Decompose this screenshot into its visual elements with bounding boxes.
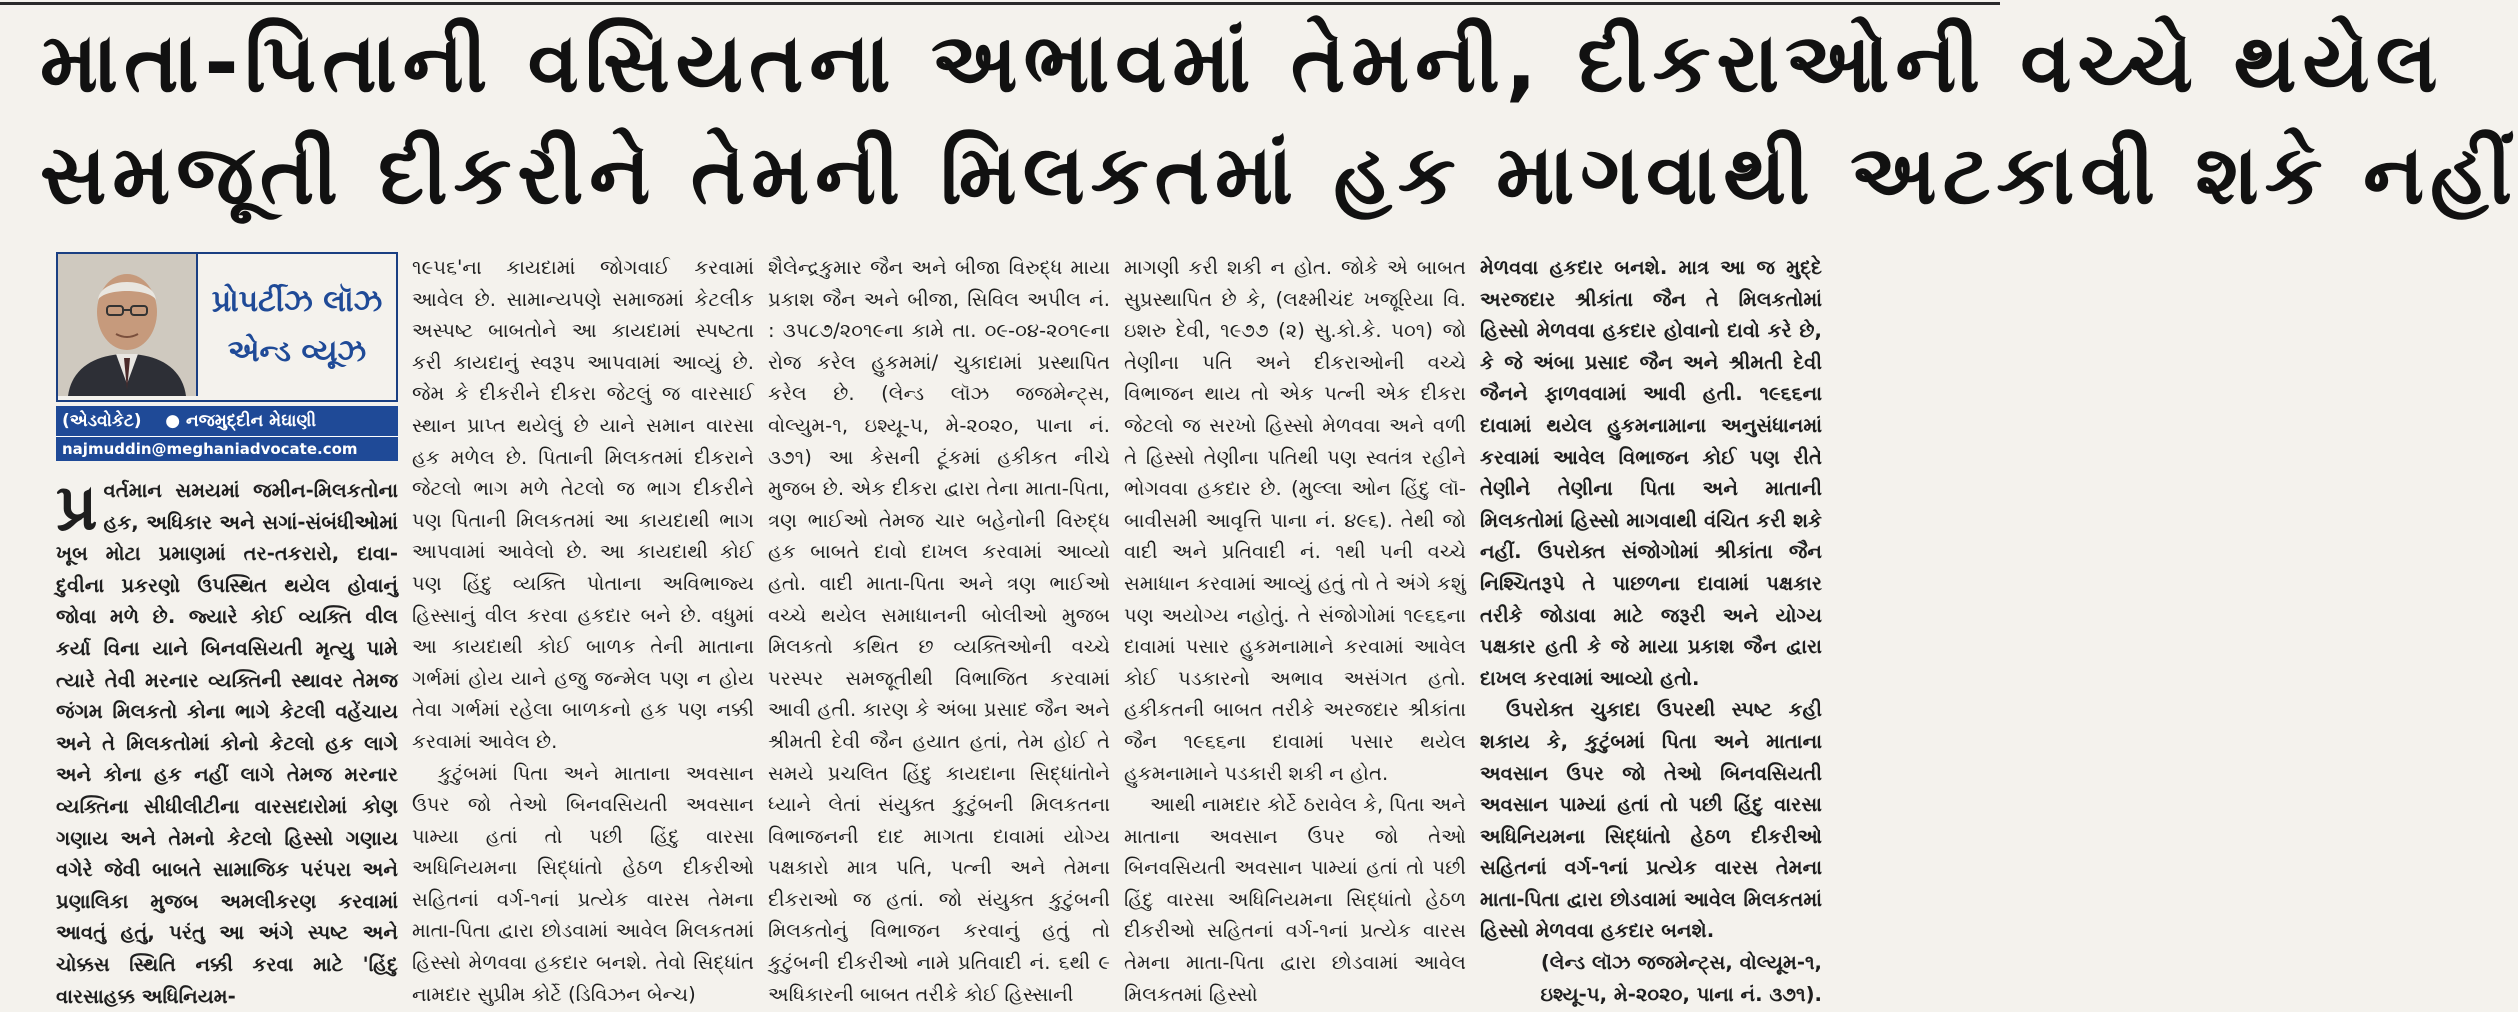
paragraph-col2a: ૧૯૫૬'ના કાયદામાં જોગવાઈ કરવામાં આવેલ છે. સામાન્યપણે સમાજમાં કેટલીક અસ્પષ્ટ બાબતોને આ કાયદામાં સ્પષ્ટતા કરી કાયદાનું સ્વરૂપ આપવામાં આવ્યું છે. જેમ કે દીકરીને દીકરા જેટલું જ વારસાઈ સ્થાન પ્રાપ્ત થયેલું છે યાને સમાન વારસા હક મળેલ છે. પિતાની મિલકતમાં દીકરાને જેટલો ભાગ મળે તેટલો જ ભાગ દીકરીને પણ પિતાની મિલકતમાં આ કાયદાથી ભાગ આપવામાં આવેલો છે. આ કાયદાથી કોઈ પણ હિંદુ વ્યક્તિ પોતાના અવિભાજ્ય હિસ્સાનું વીલ કરવા હકદાર બને છે. વધુમાં આ કાયદાથી કોઈ બાળક તેની માતાના ગર્ભમાં હોય યાને હજુ જન્મેલ પણ ન હોય તેવા ગર્ભમાં રહેલા બાળકનો હક પણ નક્કી કરવામાં આવેલ છે. [412, 256, 754, 753]
column-1 [56, 252, 398, 1008]
paragraph-col4a: માગણી કરી શકી ન હોત. જોકે એ બાબત સુપ્રસ્થાપિત છે કે, (લક્ષ્મીચંદ ખજૂરિયા વિ. ઇશરુ દેવી, ૧૯૭૭ (૨) સુ.કો.કે. ૫૦૧) જો તેણીના પતિ અને દીકરાઓની વચ્ચે વિભાજન થાય તો એક પત્ની એક દીકરા જેટલો જ સરખો હિસ્સો મેળવવા અને વળી તે હિસ્સો તેણીના પતિથી પણ સ્વતંત્ર રહીને ભોગવવા હકદાર છે. (મુલ્લા ઓન હિંદુ લૉ-બાવીસમી આવૃત્તિ પાના નં. ૪૯૬). તેથી જો વાદી અને પ્રતિવાદી નં. ૧થી ૫ની વચ્ચે સમાધાન કરવામાં આવ્યું હતું તો તે અંગે કશું પણ અયોગ્ય નહોતું. તે સંજોગોમાં ૧૯૬૬ના દાવામાં પસાર હુકમનામાને કરવામાં આવેલ કોઈ પડકારનો અભાવ અસંગત હતો. હકીકતની બાબત તરીકે અરજદાર શ્રીકાંતા જૈન ૧૯૬૬ના દાવામાં પસાર થયેલ હુકમનામાને પડકારી શકી ન હોત. [1124, 256, 1466, 785]
paragraph-col3: શૈલેન્દ્રકુમાર જૈન અને બીજા વિરુદ્ધ માયા પ્રકાશ જૈન અને બીજા, સિવિલ અપીલ નં. : ૩૫૮૭/૨૦૧૯ના કામે તા. ૦૯-૦૪-૨૦૧૯ના રોજ કરેલ હુકમમાં/ ચુકાદામાં પ્રસ્થાપિત કરેલ છે. (લેન્ડ લૉઝ જજમેન્ટ્સ, વોલ્યુમ-૧, ઇશ્યૂ-૫, મે-૨૦૨૦, પાના નં. ૩૭૧) આ કેસની ટૂંકમાં હકીકત નીચે મુજબ છે. એક દીકરા દ્વારા તેના માતા-પિતા, ત્રણ ભાઈઓ તેમજ ચાર બહેનોની વિરુદ્ધ હક બાબતે દાવો દાખલ કરવામાં આવ્યો હતો. વાદી માતા-પિતા અને ત્રણ ભાઈઓ વચ્ચે થયેલ સમાધાનની બોલીઓ મુજબ મિલકતો કથિત છ વ્યક્તિઓની વચ્ચે પરસ્પર સમજૂતીથી વિભાજિત કરવામાં આવી હતી. કારણ કે અંબા પ્રસાદ જૈન અને શ્રીમતી દેવી જૈન હયાત હતાં, તેમ હોઈ તે સમયે પ્રચલિત હિંદુ કાયદાના સિદ્ધાંતોને ધ્યાને લેતાં સંયુક્ત કુટુંબની મિલકતના વિભાજનની દાદ માગતા દાવામાં યોગ્ય પક્ષકારો માત્ર પતિ, પત્ની અને તેમના દીકરાઓ જ હતાં. જો સંયુક્ત કુટુંબની મિલકતોનું વિભાજન કરવાનું હતું તો કુટુંબની દીકરીઓ નામે પ્રતિવાદી નં. ૬થી ૯ અધિકારની બાબત તરીકે કોઈ હિસ્સાની [768, 256, 1110, 1006]
column-5 [1480, 252, 1822, 1006]
headline [14, 8, 2518, 232]
paragraph-col5b: ઉપરોક્ત ચુકાદા ઉપરથી સ્પષ્ટ કહી શકાય કે, કુટુંબમાં પિતા અને માતાના અવસાન ઉપર જો તેઓ બિનવસિયતી અવસાન પામ્યાં હતાં તો પછી હિંદુ વારસા અધિનિયમના સિદ્ધાંતો હેઠળ દીકરીઓ સહિતનાં વર્ગ-૧નાં પ્રત્યેક વારસ તેમના માતા-પિતા દ્વારા છોડવામાં આવેલ મિલકતમાં હિસ્સો મેળવવા હકદાર બનશે. [1480, 698, 1822, 943]
paragraph-col4b: આથી નામદાર કોર્ટે ઠરાવેલ કે, પિતા અને માતાના અવસાન ઉપર જો તેઓ બિનવસિયતી અવસાન પામ્યાં હતાં તો પછી હિંદુ વારસા અધિનિયમના સિદ્ધાંતો હેઠળ દીકરીઓ સહિતનાં વર્ગ-૧નાં પ્રત્યેક વારસ તેમના માતા-પિતા દ્વારા છોડવામાં આવેલ મિલકતમાં હિસ્સો [1124, 793, 1466, 1006]
byline-box [56, 252, 398, 402]
column-title-line-2: એન્ડ વ્યૂઝ [227, 334, 367, 369]
author-photo [58, 254, 198, 396]
intro-text: વર્તમાન સમયમાં જમીન-મિલકતોના હક, અધિકાર અને સગાં-સંબંધીઓમાં ખૂબ મોટા પ્રમાણમાં તર-તકરારો, દાવા-દુવીના પ્રકરણો ઉપસ્થિત થયેલ હોવાનું જોવા મળે છે. જ્યારે કોઈ વ્યક્તિ વીલ કર્યા વિના યાને બિનવસિયતી મૃત્યુ પામે ત્યારે તેવી મરનાર વ્યક્તિની સ્થાવર તેમજ જંગમ મિલકતો કોના ભાગે કેટલી વહેંચાય અને તે મિલકતોમાં કોનો કેટલો હક લાગે અને કોના હક નહીં લાગે તેમજ મરનાર વ્યક્તિના સીધીલીટીના વારસદારોમાં કોણ ગણાય અને તેમનો કેટલો હિસ્સો ગણાય વગેરે જેવી બાબતે સામાજિક પરંપરા અને પ્રણાલિકા મુજબ અમલીકરણ કરવામાં આવતું હતું, પરંતુ આ અંગે સ્પષ્ટ અને ચોક્કસ સ્થિતિ નક્કી કરવા માટે 'હિંદુ વારસાહક્ક અધિનિયમ- [56, 479, 398, 1008]
paragraph-intro [56, 471, 398, 1012]
paragraph-col2b: કુટુંબમાં પિતા અને માતાના અવસાન ઉપર જો તેઓ બિનવસિયતી અવસાન પામ્યા હતાં તો પછી હિંદુ વારસા અધિનિયમના સિદ્ધાંતો હેઠળ દીકરીઓ સહિતનાં વર્ગ-૧નાં પ્રત્યેક વારસ તેમના માતા-પિતા દ્વારા છોડવામાં આવેલ મિલકતમાં હિસ્સો મેળવવા હકદાર બનશે. તેવો સિદ્ધાંત નામદાર સુપ્રીમ કોર્ટે (ડિવિઝન બેન્ચ) [412, 761, 754, 1006]
paragraph-col5a: મેળવવા હકદાર બનશે. માત્ર આ જ મુદ્દે અરજદાર શ્રીકાંતા જૈન તે મિલકતોમાં હિસ્સો મેળવવા હકદાર હોવાનો દાવો કરે છે, કે જે અંબા પ્રસાદ જૈન અને શ્રીમતી દેવી જૈનને ફાળવવામાં આવી હતી. ૧૯૬૬ના દાવામાં થયેલ હુકમનામાના અનુસંધાનમાં કરવામાં આવેલ વિભાજન કોઈ પણ રીતે તેણીને તેણીના પિતા અને માતાની મિલકતોમાં હિસ્સો માગવાથી વંચિત કરી શકે નહીં. ઉપરોક્ત સંજોગોમાં શ્રીકાંતા જૈન નિશ્ચિતરૂપે તે પાછળના દાવામાં પક્ષકાર તરીકે જોડાવા માટે જરૂરી અને યોગ્ય પક્ષકાર હતી કે જે માયા પ્રકાશ જૈન દ્વારા દાખલ કરવામાં આવ્યો હતો. [1480, 256, 1822, 690]
author-portrait-icon [58, 254, 196, 396]
column-title [198, 254, 396, 400]
drop-cap: પ્ર [56, 471, 98, 545]
author-role: (એડવોકેટ) [62, 411, 142, 431]
top-rule [0, 2, 2000, 5]
column-2 [412, 252, 754, 1006]
column-4 [1124, 252, 1466, 1006]
article-body [14, 252, 1986, 1008]
author-email: najmuddin@meghaniadvocate.com [56, 436, 398, 461]
headline-line-2: સમજૂતી દીકરીને તેમની મિલકતમાં હક માગવાથી અટકાવી શકે નહીં [40, 128, 2518, 223]
headline-line-1: માતા-પિતાની વસિયતના અભાવમાં તેમની, દીકરાઓની વચ્ચે થયેલ [40, 16, 2444, 111]
author-name: ● નજમુદ્દીન મેઘાણી [165, 411, 317, 431]
column-title-line-1: પ્રોપર્ટીઝ લૉઝ [211, 284, 383, 319]
author-bar [56, 406, 398, 436]
source-credit: (લેન્ડ લૉઝ જજમેન્ટ્સ, વોલ્યૂમ-૧, ઇશ્યૂ-૫, મે-૨૦૨૦, પાના નં. ૩૭૧). [1540, 951, 1822, 1006]
column-3 [768, 252, 1110, 1006]
